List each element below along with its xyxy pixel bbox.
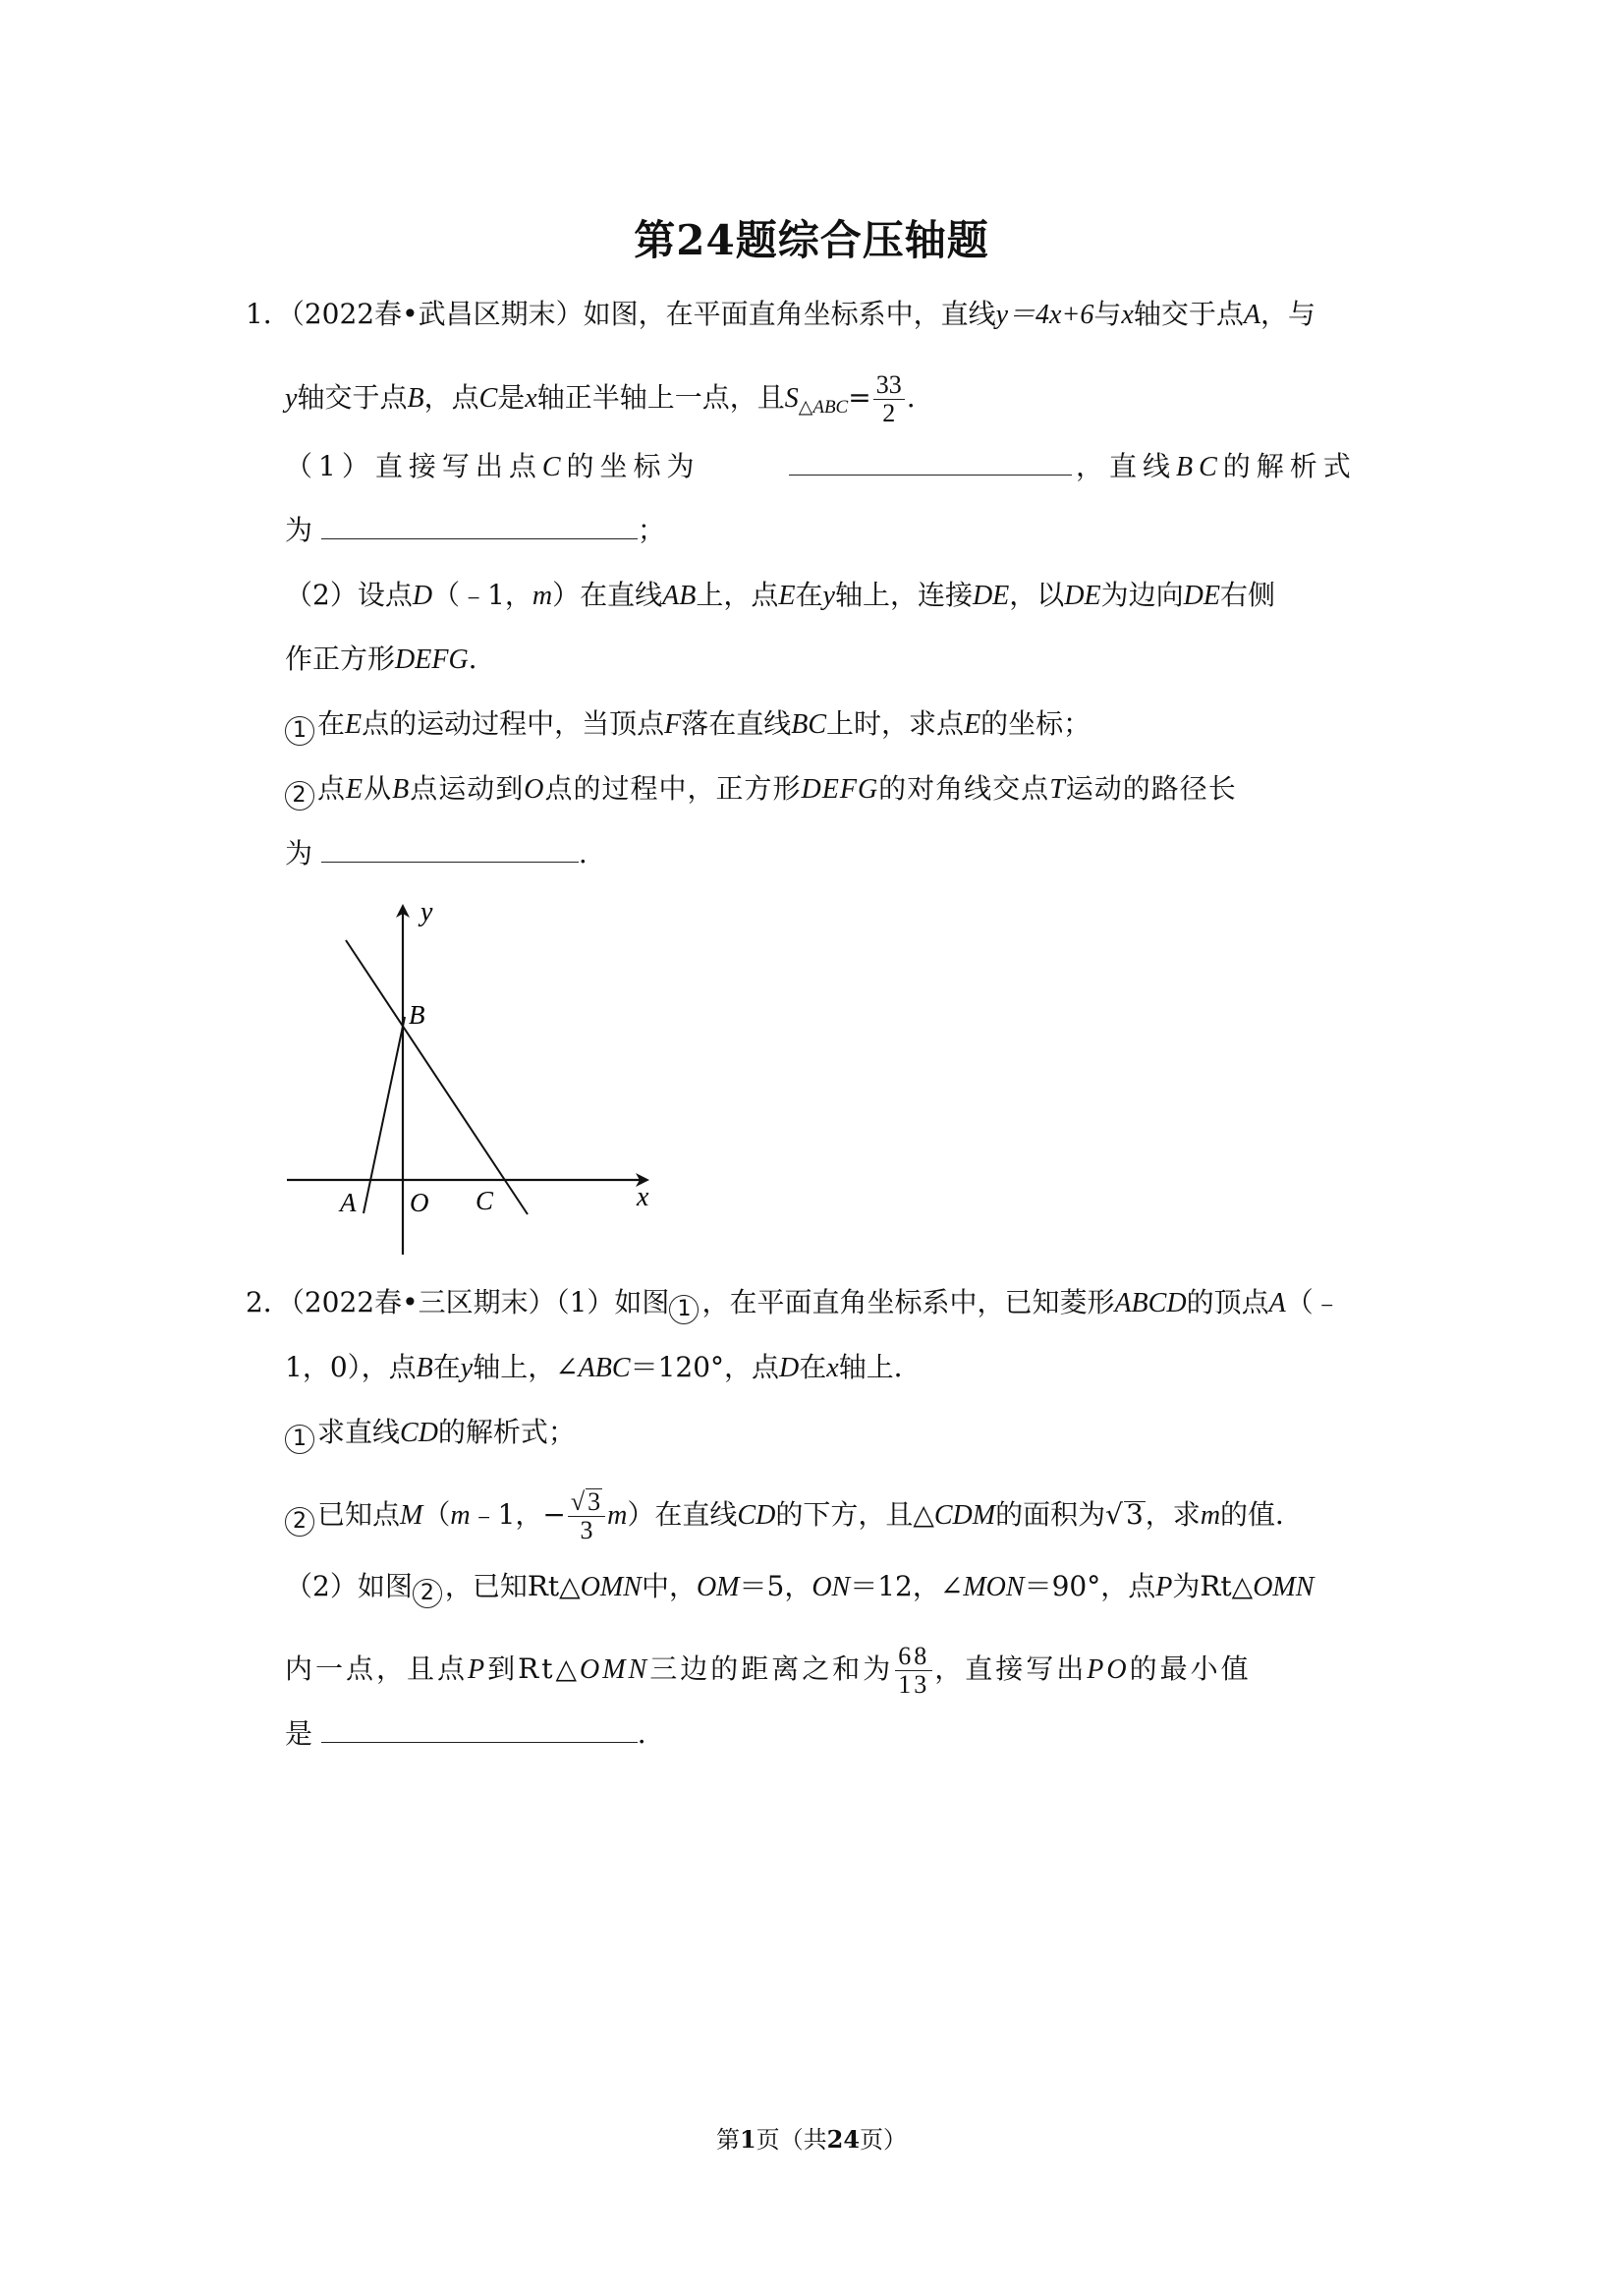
q1-sub2-line2: 为 . (285, 837, 588, 869)
line-BC (346, 940, 528, 1214)
page-title: 第24题综合压轴题 (634, 216, 989, 264)
fraction-sqrt3-over-3: $\frac{√ 3}{3}$ (568, 1488, 605, 1544)
circled-2-icon: 2 (285, 1507, 314, 1537)
q1-sub1: 1 在E点的运动过程中，当顶点F落在直线BC上时，求点E的坐标； (285, 704, 1091, 746)
q1-line-1: 1．（2022春•武昌区期末）如图，在平面直角坐标系中，直线y＝4x+6与x轴交于点A，与 (246, 298, 1315, 330)
q2-answer-blank (321, 1716, 638, 1743)
line-AB (364, 1017, 405, 1213)
label-B: B (409, 1000, 425, 1030)
q1-part1-blank1 (789, 447, 1072, 486)
label-C: C (476, 1186, 494, 1215)
fraction-68-13: $\frac{68}{13}$ (895, 1643, 932, 1699)
q1-coordinate-figure (275, 889, 668, 1258)
circled-1-icon: 1 (285, 716, 314, 746)
q2-sub1: 1 求直线CD的解析式； (285, 1413, 576, 1454)
page-footer: 第1页（共24页） (715, 2125, 908, 2154)
q2-line-2: 1，0），点B在y轴上，∠ABC＝120°，点D在x轴上． (285, 1351, 922, 1383)
label-y: y (420, 897, 433, 927)
circled-2-icon: 2 (285, 781, 314, 811)
q1-part2-line1: （2）设点D（﹣1，m）在直线AB上，点E在y轴上，连接DE，以DE为边向DE右侧 (285, 579, 1275, 611)
q2-sub2: 2 已知点M（m﹣1，− $\frac{√ 3}{3}$ m）在直线CD的下方，且△CDM的面积为√ 3，求m的值． (285, 1488, 1303, 1544)
q1-part2-line2: 作正方形DEFG. (285, 643, 477, 675)
q2-line-1: 2．（2022春•三区期末）（1）如图 1 ，在平面直角坐标系中，已知菱形ABCD的顶点A（﹣ (246, 1283, 1341, 1324)
label-x: x (637, 1182, 649, 1212)
fraction-33-2: $\frac{33}{2}$ (873, 371, 905, 427)
q2-part2-line1: （2）如图 2 ，已知Rt△OMN中，OM＝5，ON＝12，∠MON＝90°，点P为Rt△OMN (285, 1567, 1314, 1608)
q2-part2-line3: 是 ． (285, 1717, 665, 1750)
q1-sub2-line1: 2 点E从B点运动到O点的过程中，正方形DEFG的对角线交点T运动的路径长 (285, 769, 1237, 811)
circled-2-icon: 2 (413, 1579, 442, 1608)
q1-answer-blank-3 (321, 836, 579, 863)
q1-part1-line1: （1）直接写出点C的坐标为 (285, 450, 700, 482)
q2-part2-line2: 内一点，且点P到Rt△OMN三边的距离之和为 $\frac{68}{13}$ ，直接写出PO的最小值 (285, 1642, 1252, 1699)
circled-1-icon: 1 (285, 1425, 314, 1454)
label-A: A (340, 1188, 357, 1217)
label-O: O (410, 1188, 429, 1217)
q1-part1-line1b: ，直线BC的解析式 (1076, 450, 1357, 482)
q1-part1-line2: 为 ； (285, 514, 665, 546)
q1-line-2: y轴交于点B，点C是x轴正半轴上一点，且$S_{\triangle ABC}=$ $\frac{33}{2}$ . (285, 370, 916, 427)
circled-1-icon: 1 (669, 1295, 699, 1324)
q1-answer-blank-2 (321, 513, 638, 539)
